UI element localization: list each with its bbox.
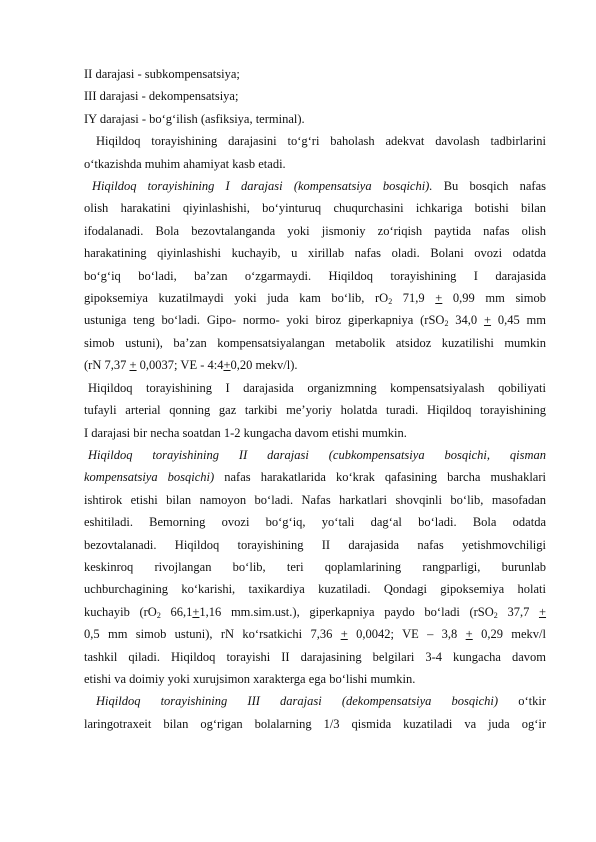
paragraph-4-line-11: etishi va doimiy yoki xurujsimon xarakterga ega boʻlishi mumkin. <box>84 671 416 686</box>
paragraph-3-line-2: tufayli arterial qonning gaz tarkibi me’yoriy holatda turadi. Hiqildoq torayishining <box>84 403 546 418</box>
paragraph-2-line-1: Hiqildoq torayishining I darajasi (kompensatsiya bosqichi). Bu bosqich nafas <box>92 179 546 194</box>
paragraph-4-line-7: uchburchagining koʻkarishi, taxikardiya kuzatiladi. Qondagi gipoksemiya holati <box>84 582 546 597</box>
paragraph-4-line-4: eshitiladi. Bemorning ovozi boʻgʻiq, yoʻtali dagʻal boʻladi. Bola odatda <box>84 515 546 530</box>
paragraph-4-line-6: keskinroq rivojlangan boʻlib, teri qoplamlarining rangparligi, burunlab <box>84 559 546 574</box>
paragraph-1-line-2: oʻtkazishda muhim ahamiyat kasb etadi. <box>84 156 286 171</box>
section-title-degree-2: Hiqildoq torayishining II darajasi (cubkompensatsiya bosqichi, qisman <box>88 447 546 462</box>
paragraph-4-line-10: tashkil qiladi. Hiqildoq torayishi II darajasining belgilari 3-4 kungacha davom <box>84 649 546 664</box>
list-item-degree-2: II darajasi - subkompensatsiya; <box>84 67 240 81</box>
list-item-degree-3: III darajasi - dekompensatsiya; <box>84 89 239 104</box>
list-item-degree-4: IY darajasi - boʻgʻilish (asfiksiya, terminal). <box>84 111 305 126</box>
paragraph-3-line-1: Hiqildoq torayishining I darajasida organizmning kompensatsiyalash qobiliyati <box>88 380 546 395</box>
paragraph-5-line-2: laringotraxeit bilan ogʻrigan bolalarning 1/3 qismida kuzatiladi va juda ogʻir <box>84 716 546 731</box>
section-title-degree-3: Hiqildoq torayishining III darajasi (dekompensatsiya bosqichi) <box>96 694 499 709</box>
paragraph-2-line-7: ustuniga teng boʻladi. Gipo- normo- yoki biroz giperkapniya (rSO$_2$ 34,0 + 0,45 mm <box>84 313 547 329</box>
paragraph-2-line-3: ifodalanadi. Bola bezovtalanganda yoki jismoniy zoʻriqish paytida nafas olish <box>84 223 546 238</box>
paragraph-4-line-5: bezovtalanadi. Hiqildoq torayishining II darajasida nafas yetishmovchiligi <box>84 537 546 552</box>
paragraph-3-line-3: I darajasi bir necha soatdan 1-2 kungacha davom etishi mumkin. <box>84 425 407 440</box>
paragraph-2-line-9: (rN 7,37 + 0,0037; VE - 4:4+0,20 mekv/l). <box>84 358 298 373</box>
paragraph-4-line-3: ishtirok etishi bilan namoyon boʻladi. Nafas harkatlari shovqinli boʻlib, masofadan <box>84 492 546 507</box>
paragraph-2-line-8: simob ustuni), ba’zan kompensatsiyalangan metabolik atsidoz kuzatilishi mumkin <box>84 335 546 350</box>
document-page <box>84 63 546 735</box>
paragraph-2-line-6: gipoksemiya kuzatilmaydi yoki juda kam boʻlib, $rO_2$ 71,9 + 0,99 mm simob <box>84 291 547 307</box>
paragraph-2-line-5: boʻgʻiq boʻladi, ba’zan oʻzgarmaydi. Hiqildoq torayishining I darajasida <box>84 268 546 283</box>
paragraph-2-line-2: olish harakatini qiyinlashishi, boʻyinturuq chuqurchasini ichkariga botishi bilan <box>84 201 546 216</box>
paragraph-4-line-2: kompensatsiya bosqichi) nafas harakatlarida koʻkrak qafasining barcha mushaklari <box>84 470 546 485</box>
paragraph-4-line-8: kuchayib ($rO_2$ 66,1+1,16 mm.sim.ust.), giperkapniya paydo boʻladi (rSO$_2$ 37,7 + <box>84 604 547 620</box>
paragraph-5-line-1: Hiqildoq torayishining III darajasi (dekompensatsiya bosqichi) oʻtkir <box>96 694 546 709</box>
paragraph-4-line-9: 0,5 mm simob ustuni), rN koʻrsatkichi 7,36 + 0,0042; VE – 3,8 + 0,29 mekv/l <box>84 627 547 642</box>
section-title-degree-1: Hiqildoq torayishining I darajasi (kompensatsiya bosqichi). <box>92 179 433 194</box>
paragraph-2-line-4: harakatining qiyinlashishi kuchayib, u xirillab nafas oladi. Bolani ovozi odatda <box>84 246 546 261</box>
paragraph-1-line-1: Hiqildoq torayishining darajasini toʻgʻri baholash adekvat davolash tadbirlarini <box>96 134 546 149</box>
